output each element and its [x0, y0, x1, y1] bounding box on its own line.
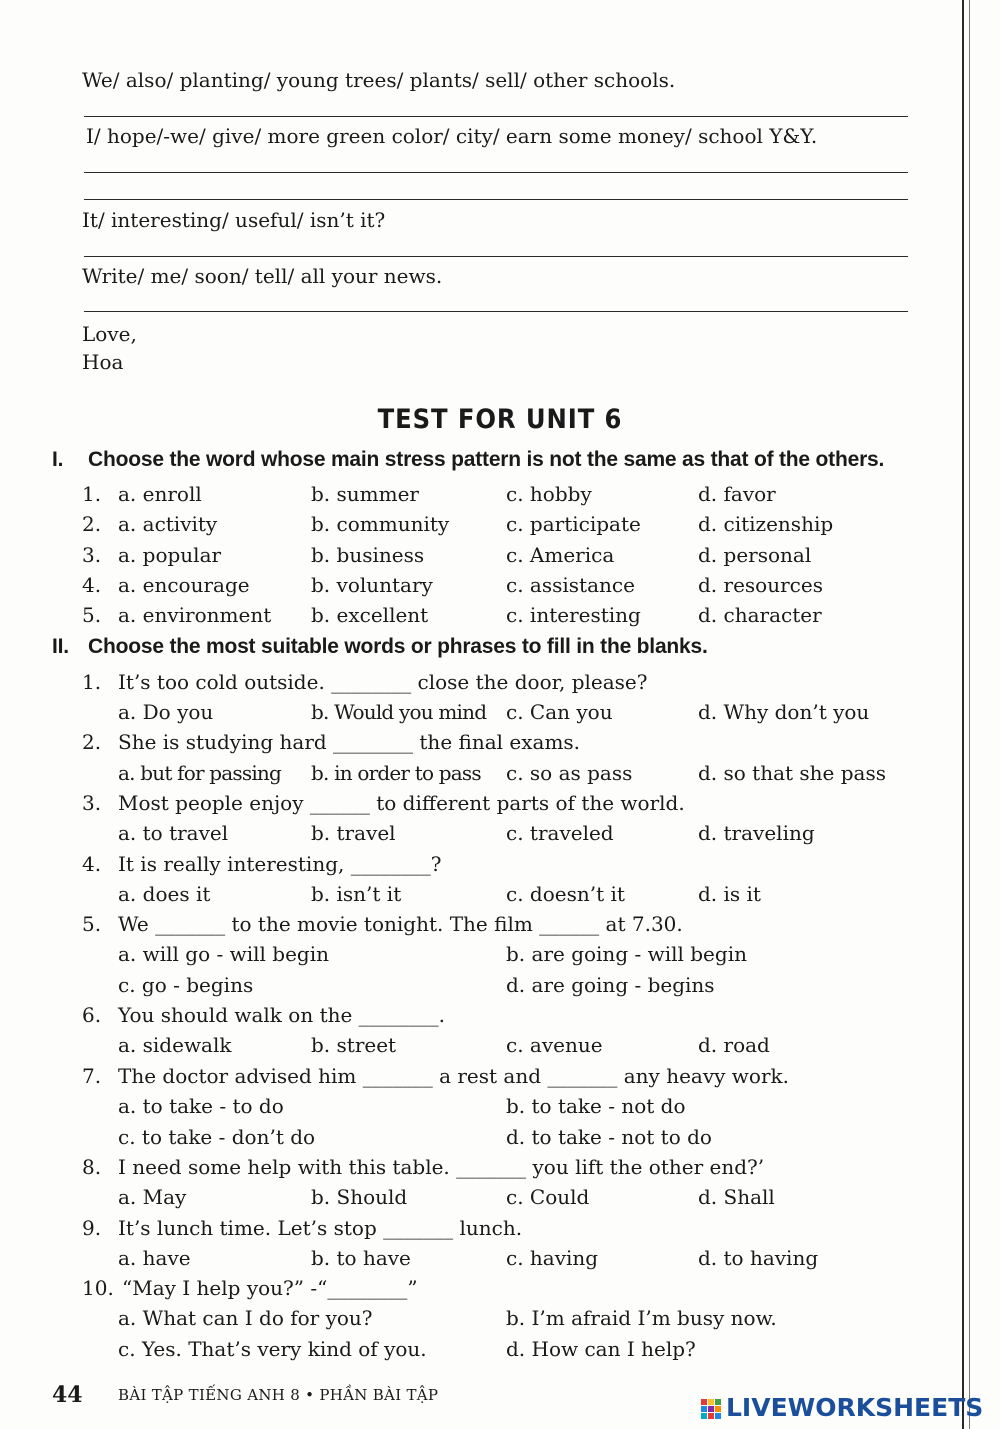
option-b[interactable]: b. business: [311, 543, 425, 567]
option-c[interactable]: c. Can you: [506, 700, 613, 724]
option-d[interactable]: d. is it: [698, 882, 761, 906]
option-a[interactable]: a. encourage: [118, 573, 250, 597]
answer-line-3[interactable]: [84, 256, 908, 257]
option-d[interactable]: d. to having: [698, 1246, 819, 1270]
question-number: 10.: [82, 1276, 114, 1300]
question-10-options-cd: [0, 1337, 1000, 1367]
option-c[interactable]: c. traveled: [506, 821, 614, 845]
answer-line-2b[interactable]: [84, 199, 908, 200]
option-b[interactable]: b. excellent: [311, 603, 429, 627]
section-1-instruction: Choose the word whose main stress pattern is not the same as that of the others.: [88, 448, 885, 471]
option-c[interactable]: c. Yes. That’s very kind of you.: [118, 1337, 427, 1361]
question-3-options: [0, 821, 1000, 851]
option-d[interactable]: d. resources: [698, 573, 823, 597]
option-d[interactable]: d. traveling: [698, 821, 815, 845]
answer-line-4[interactable]: [84, 311, 908, 312]
question-10: [0, 1276, 1000, 1306]
question-number: 4.: [82, 852, 102, 876]
question-text: You should walk on the ________.: [118, 1003, 446, 1027]
option-b[interactable]: b. in order to pass: [311, 761, 481, 785]
section-2-heading: [52, 635, 708, 659]
option-a[interactable]: a. will go - will begin: [118, 942, 330, 966]
option-a[interactable]: a. activity: [118, 512, 218, 536]
option-b[interactable]: b. Should: [311, 1185, 408, 1209]
option-b[interactable]: b. are going - will begin: [506, 942, 747, 966]
brand-name: LIVEWORKSHEETS: [726, 1393, 984, 1422]
option-b[interactable]: b. isn’t it: [311, 882, 402, 906]
question-8-options: [0, 1185, 1000, 1215]
section-2-instruction: Choose the most suitable words or phrases to fill in the blanks.: [88, 635, 708, 658]
letter-prompt-2: I/ hope/-we/ give/ more green color/ city/ earn some money/ school Y&Y.: [86, 124, 818, 148]
question-3: [0, 791, 1000, 821]
option-a[interactable]: a. to take - to do: [118, 1094, 284, 1118]
page-number: 44: [52, 1382, 83, 1408]
option-a[interactable]: a. popular: [118, 543, 222, 567]
question-6: [0, 1003, 1000, 1033]
stress-item-1: [0, 482, 1000, 512]
option-a[interactable]: a. does it: [118, 882, 211, 906]
test-title: TEST FOR UNIT 6: [377, 404, 623, 435]
item-number: 1.: [82, 482, 102, 506]
question-9: [0, 1216, 1000, 1246]
option-c[interactable]: c. avenue: [506, 1033, 603, 1057]
stress-item-2: [0, 512, 1000, 542]
stress-item-4: [0, 573, 1000, 603]
question-8: [0, 1155, 1000, 1185]
question-2-options: [0, 761, 1000, 791]
option-b[interactable]: b. community: [311, 512, 450, 536]
option-a[interactable]: a. environment: [118, 603, 272, 627]
option-d[interactable]: d. favor: [698, 482, 776, 506]
item-number: 2.: [82, 512, 102, 536]
question-7: [0, 1064, 1000, 1094]
question-text: The doctor advised him _______ a rest and _______ any heavy work.: [118, 1064, 790, 1088]
question-1-options: [0, 700, 1000, 730]
option-a[interactable]: a. enroll: [118, 482, 202, 506]
question-text: We _______ to the movie tonight. The film ______ at 7.30.: [118, 912, 683, 936]
option-a[interactable]: a. Do you: [118, 700, 214, 724]
question-10-options-ab: [0, 1306, 1000, 1336]
option-d[interactable]: d. so that she pass: [698, 761, 887, 785]
answer-line-2a[interactable]: [84, 172, 908, 173]
question-text: It’s lunch time. Let’s stop _______ lunch.: [118, 1216, 523, 1240]
item-number: 5.: [82, 603, 102, 627]
option-c[interactable]: c. go - begins: [118, 973, 254, 997]
question-number: 2.: [82, 730, 102, 754]
answer-line-1[interactable]: [84, 116, 908, 117]
question-text: I need some help with this table. _______ you lift the other end?’: [118, 1155, 765, 1179]
question-text: It’s too cold outside. ________ close the door, please?: [118, 670, 648, 694]
letter-prompt-3: It/ interesting/ useful/ isn’t it?: [82, 208, 386, 232]
question-text: She is studying hard ________ the final exams.: [118, 730, 581, 754]
question-number: 3.: [82, 791, 102, 815]
option-c[interactable]: c. hobby: [506, 482, 592, 506]
question-6-options: [0, 1033, 1000, 1063]
question-number: 9.: [82, 1216, 102, 1240]
option-b[interactable]: b. to take - not do: [506, 1094, 686, 1118]
option-d[interactable]: d. to take - not to do: [506, 1125, 712, 1149]
question-9-options: [0, 1246, 1000, 1276]
question-2: [0, 730, 1000, 760]
option-b[interactable]: b. summer: [311, 482, 419, 506]
option-b[interactable]: b. to have: [311, 1246, 411, 1270]
option-a[interactable]: a. What can I do for you?: [118, 1306, 373, 1330]
option-b[interactable]: b. I’m afraid I’m busy now.: [506, 1306, 777, 1330]
option-d[interactable]: d. personal: [698, 543, 812, 567]
question-number: 7.: [82, 1064, 102, 1088]
option-c[interactable]: c. to take - don’t do: [118, 1125, 316, 1149]
book-title: BÀI TẬP TIẾNG ANH 8 • PHẦN BÀI TẬP: [118, 1386, 439, 1404]
option-a[interactable]: a. have: [118, 1246, 191, 1270]
option-c[interactable]: c. having: [506, 1246, 599, 1270]
option-b[interactable]: b. Would you mind: [311, 700, 487, 724]
option-c[interactable]: c. Could: [506, 1185, 590, 1209]
question-5: [0, 912, 1000, 942]
option-d[interactable]: d. citizenship: [698, 512, 834, 536]
question-number: 8.: [82, 1155, 102, 1179]
stress-item-3: [0, 543, 1000, 573]
question-5-options-cd: [0, 973, 1000, 1003]
option-b[interactable]: b. voluntary: [311, 573, 433, 597]
option-a[interactable]: a. but for passing: [118, 761, 282, 785]
question-4: [0, 852, 1000, 882]
liveworksheets-brand[interactable]: [700, 1393, 983, 1422]
option-b[interactable]: b. travel: [311, 821, 396, 845]
option-c[interactable]: c. assistance: [506, 573, 635, 597]
question-number: 6.: [82, 1003, 102, 1027]
question-7-options-ab: [0, 1094, 1000, 1124]
section-1-numeral: I.: [52, 448, 64, 471]
option-d[interactable]: d. are going - begins: [506, 973, 715, 997]
question-text: Most people enjoy ______ to different parts of the world.: [118, 791, 685, 815]
option-d[interactable]: d. road: [698, 1033, 770, 1057]
option-d[interactable]: d. Shall: [698, 1185, 775, 1209]
item-number: 3.: [82, 543, 102, 567]
question-4-options: [0, 882, 1000, 912]
question-1: [0, 670, 1000, 700]
question-5-options-ab: [0, 942, 1000, 972]
question-text: “May I help you?” -“________”: [122, 1276, 418, 1300]
option-c[interactable]: c. interesting: [506, 603, 641, 627]
section-2-numeral: II.: [52, 635, 69, 658]
option-d[interactable]: d. How can I help?: [506, 1337, 696, 1361]
question-text: It is really interesting, ________?: [118, 852, 442, 876]
option-c[interactable]: c. doesn’t it: [506, 882, 625, 906]
option-a[interactable]: a. May: [118, 1185, 187, 1209]
option-b[interactable]: b. street: [311, 1033, 397, 1057]
letter-prompt-1: We/ also/ planting/ young trees/ plants/ sell/ other schools.: [82, 68, 676, 92]
section-1-heading: [52, 448, 884, 472]
question-number: 5.: [82, 912, 102, 936]
item-number: 4.: [82, 573, 102, 597]
question-number: 1.: [82, 670, 102, 694]
letter-signature: Hoa: [82, 350, 124, 374]
option-c[interactable]: c. America: [506, 543, 615, 567]
option-c[interactable]: c. so as pass: [506, 761, 633, 785]
option-c[interactable]: c. participate: [506, 512, 641, 536]
option-a[interactable]: a. to travel: [118, 821, 229, 845]
question-7-options-cd: [0, 1125, 1000, 1155]
letter-prompt-4: Write/ me/ soon/ tell/ all your news.: [82, 264, 443, 288]
stress-item-5: [0, 603, 1000, 633]
option-d[interactable]: d. character: [698, 603, 822, 627]
letter-closing: Love,: [82, 322, 137, 346]
liveworksheets-logo-icon: [700, 1397, 722, 1419]
option-d[interactable]: d. Why don’t you: [698, 700, 870, 724]
option-a[interactable]: a. sidewalk: [118, 1033, 232, 1057]
